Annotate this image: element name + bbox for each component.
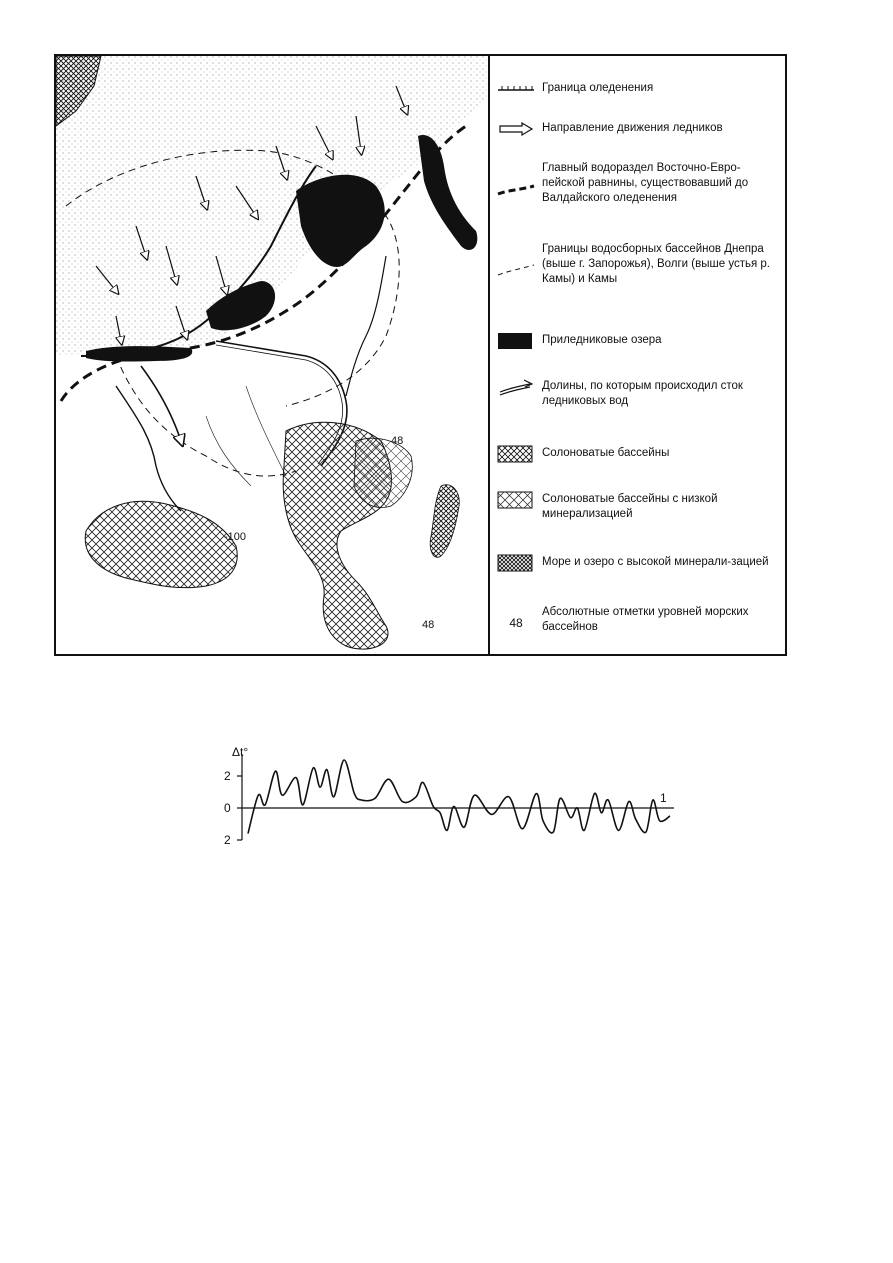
map-legend bbox=[490, 56, 785, 654]
contour-label: 48 bbox=[422, 619, 435, 631]
river-small-1 bbox=[246, 386, 286, 476]
double-line-arrow-icon bbox=[496, 378, 536, 396]
legend-label: Море и озеро с высокой минерали-зацией bbox=[542, 556, 769, 568]
thin-dashed-line-icon bbox=[496, 261, 536, 279]
brackish-basin-black-sea bbox=[85, 501, 237, 587]
legend-label: Граница оледенения bbox=[542, 82, 654, 94]
dense-crosshatch-icon bbox=[496, 554, 536, 572]
map-canvas bbox=[56, 56, 488, 654]
bold-dashed-line-icon bbox=[496, 182, 536, 200]
legend-label: Границы водосборных бассейнов Днепра (выше г. Запорожья), Волги (выше устья р. Камы) и Камы bbox=[542, 243, 770, 285]
chart-canvas bbox=[212, 740, 692, 850]
paleogeographic-figure bbox=[54, 54, 787, 656]
y-tick-label: 2 bbox=[224, 769, 231, 783]
ice-sheet-area bbox=[56, 56, 488, 356]
y-ticks bbox=[224, 769, 242, 847]
river-small-2 bbox=[206, 416, 251, 486]
series-line bbox=[248, 760, 670, 834]
black-fill-icon bbox=[496, 332, 536, 350]
river-dnieper bbox=[116, 386, 181, 511]
legend-label: Приледниковые озера bbox=[542, 334, 662, 346]
y-tick-label: 0 bbox=[224, 801, 231, 815]
proglacial-lake-west bbox=[86, 346, 192, 361]
meltwater-valley bbox=[141, 366, 181, 441]
y-tick-label: 2 bbox=[224, 833, 231, 847]
legend-label: Солоноватые бассейны с низкой минерализацией bbox=[542, 493, 718, 520]
paleogeographic-map bbox=[56, 56, 490, 654]
hollow-arrow-icon bbox=[496, 120, 536, 138]
contour-label: -100 bbox=[224, 531, 247, 543]
crosshatch-icon bbox=[496, 445, 536, 463]
sea-level-number-symbol: 48 bbox=[509, 616, 523, 630]
river-kama bbox=[346, 256, 386, 396]
legend-label: Направление движения ледников bbox=[542, 122, 723, 134]
temperature-anomaly-chart bbox=[212, 740, 692, 850]
glacier-boundary-icon bbox=[496, 80, 536, 98]
legend-label: Долины, по которым происходил сток ледниковых вод bbox=[542, 380, 743, 407]
high-mineral-aral bbox=[430, 485, 459, 558]
y-axis-label: Δt° bbox=[232, 745, 249, 759]
brackish-basin-low-mineral bbox=[354, 438, 412, 507]
contour-label: 48 bbox=[391, 435, 404, 447]
legend-label: Главный водораздел Восточно-Евро-пейской равнины, существовавший до Валдайского оледенения bbox=[542, 162, 749, 204]
light-crosshatch-icon bbox=[496, 491, 536, 509]
legend-label: Солоноватые бассейны bbox=[542, 447, 670, 459]
proglacial-lake-northeast bbox=[418, 135, 477, 250]
legend-label: Абсолютные отметки уровней морских бассейнов bbox=[542, 606, 749, 633]
proglacial-lake-east bbox=[296, 175, 385, 267]
series-label: 1 bbox=[660, 791, 667, 805]
